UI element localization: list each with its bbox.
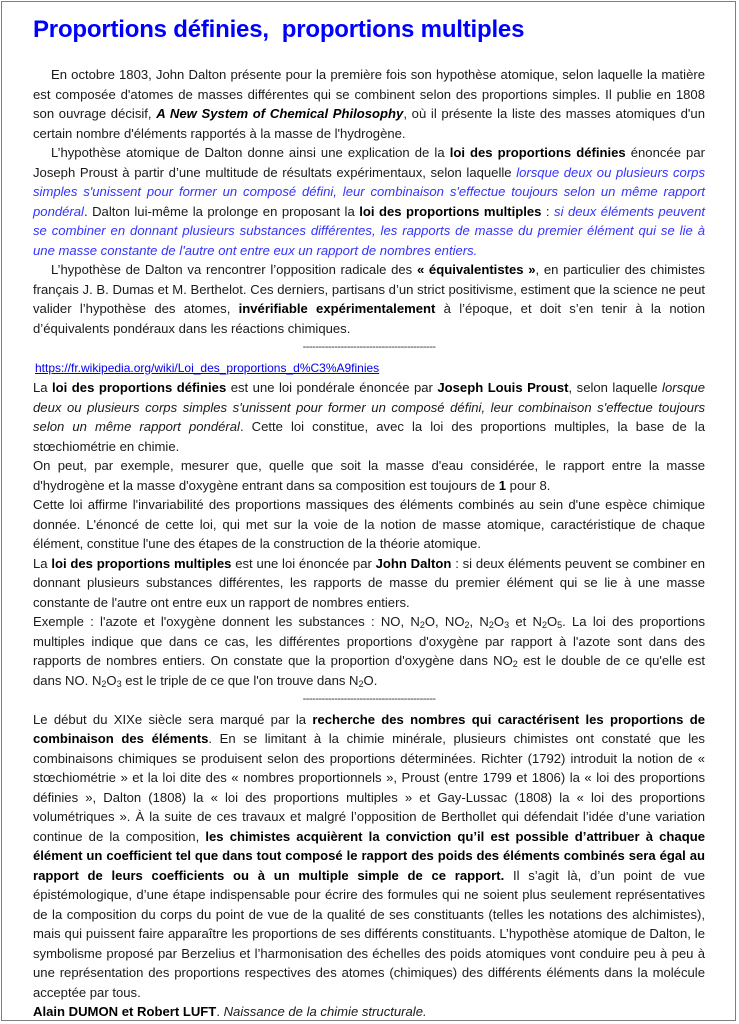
paragraph-wiki-definies: La loi des proportions définies est une loi pondérale énoncée par Joseph Louis Proust, selon laquelle lorsque deux ou plusieurs corps simples s'unissent pour former un composé défini, leur combinaison s'effectue toujours selon un même rapport pondéral. Cette loi constitue, avec la loi des proportions multiples, la base de la stœchiométrie en chimie. <box>33 380 705 454</box>
separator-1: ------------------------------------------ <box>302 341 436 353</box>
document-body <box>33 65 705 1022</box>
paragraph-wiki-multiples: La loi des proportions multiples est une loi énoncée par John Dalton : si deux éléments peuvent se combiner en donnant plusieurs substances différentes, les rapports de masse du premier élément qui se lie à une masse constante de l'autre ont entre eux un rapport de nombres entiers. <box>33 555 706 610</box>
paragraph-wiki-eau: On peut, par exemple, mesurer que, quelle que soit la masse d'eau considérée, le rapport entre la masse d'hydrogène et la masse d'oxygène entrant dans sa composition est toujours de 1 pour 8. <box>33 458 705 493</box>
paragraph-wiki-exemple: Exemple : l'azote et l'oxygène donnent les substances : NO, $N_2O$, $NO_2$, $N_2O_3$ et $N_2O_5$. La loi des proportions multiples indique que dans ce cas, les différentes proportions d'oxygène par rapport à l'azote sont dans des rapports de nombres entiers. On constate que la proportion d'oxygène dans $NO_2$ est le double de ce qu'elle est dans NO. $N_2O_3$ est le triple de ce que l'on trouve dans $N_2O$. <box>33 614 706 689</box>
book-title: A New System of Chemical Philosophy <box>156 106 404 121</box>
paragraph-loi-definies: L’hypothèse atomique de Dalton donne ainsi une explication de la loi des proportions définies énoncée par Joseph Proust à partir d’une multitude de résultats expérimentaux, selon laquelle lorsque deux ou plusieurs corps simples s'unissent pour former un composé défini, leur combinaison s'effectue toujours selon un même rapport pondéral. Dalton lui-même la prolonge en proposant la loi des proportions multiples : si deux éléments peuvent se combiner en donnant plusieurs substances différentes, les rapports de masse du premier élément qui se lie à une masse constante de l'autre ont entre eux un rapport de nombres entiers. <box>33 145 706 258</box>
separator-2: ------------------------------------------ <box>302 693 436 705</box>
paragraph-dalton-1803: En octobre 1803, John Dalton présente pour la première fois son hypothèse atomique, selon laquelle la matière est composée d'atomes de masses différentes qui se combinent selon des proportions simples. Il publie en 1808 son ouvrage décisif, A New System of Chemical Philosophy, où il présente la liste des masses atomiques d'un certain nombre d'éléments rapportés à la masse de l'hydrogène. <box>33 67 705 141</box>
term-equivalentistes: « équivalentistes » <box>416 262 536 277</box>
page-title: Proportions définies, proportions multiples <box>33 16 525 43</box>
term-loi-proportions-multiples: loi des proportions multiples <box>359 203 542 219</box>
wikipedia-link[interactable]: https://fr.wikipedia.org/wiki/Loi_des_proportions_d%C3%A9finies <box>35 360 380 375</box>
citation-work: Naissance de la chimie structurale. <box>223 1004 427 1019</box>
paragraph-wiki-invariabilite: Cette loi affirme l'invariabilité des proportions massiques des éléments combinés au sein d'une espèce chimique donnée. L'énoncé de cette loi, qui met sur la voie de la notion de masse atomique, caractéristique de chaque élément, constitue l'une des étapes de la construction de la théorie atomique. <box>33 497 705 551</box>
term-inverifiable: invérifiable expérimentalement <box>238 301 436 316</box>
paragraph-equivalentistes: L’hypothèse de Dalton va rencontrer l’opposition radicale des « équivalentistes », en particulier des chimistes français J. B. Dumas et M. Berthelot. Ces derniers, partisans d’un strict positivisme, estiment que la science ne peut valider l’hypothèse des atomes, invérifiable expérimentalement à l’époque, et doit s’en tenir à la notion d’équivalents pondéraux dans les réactions chimiques. <box>33 262 705 336</box>
term-loi-proportions-definies: loi des proportions définies <box>449 145 626 160</box>
paragraph-xixe-siecle: Le début du XIXe siècle sera marqué par la recherche des nombres qui caractérisent les proportions de combinaison des éléments. En se limitant à la chimie minérale, plusieurs chimistes ont constaté que les combinaisons chimiques se produisent selon des proportions déterminées. Richter (1792) introduit la notion de « stœchiométrie » et la loi dite des « nombres proportionnels », Proust (entre 1799 et 1806) la « loi des proportions définies », Dalton (1808) la « loi des proportions multiples » et Gay-Lussac (1808) la « loi des proportions volumétriques ». À la suite de ces travaux et malgré l’opposition de Berthollet qui défendait l’idée d’une variation continue de la composition, les chimistes acquièrent la conviction qu’il est possible d’attribuer à chaque élément un coefficient tel que dans tout composé le rapport des poids des éléments combinés sera égal au rapport de leurs coefficients ou à un multiple simple de ce rapport. Il s’agit là, d’un point de vue épistémologique, d’une étape indispensable pour écrire des formules qui ne soient plus seulement représentatives de la composition du corps du point de vue de la qualité de ses constituants (telles les notations des alchimistes), mais qui puissent faire apparaître les proportions de ses différents constituants. L’hypothèse atomique de Dalton, le symbolisme proposé par Berzelius et l’harmonisation des échelles des poids atomiques vont conduire peu à peu à une représentation des proportions respectives des atomes (chimiques) des différents éléments dans la molécule acceptée par tous. <box>33 711 705 1000</box>
citation: Alain DUMON et Robert LUFT. Naissance de la chimie structurale. <box>33 1004 427 1019</box>
citation-authors: Alain DUMON et Robert LUFT <box>33 1004 217 1019</box>
quote-definition-definies: lorsque deux ou plusieurs corps simples s'unissent pour former un composé défini, leur combinaison s'effectue toujours selon un même rapport pondéral <box>33 164 706 219</box>
document-page <box>1 1 736 1021</box>
quote-definition-multiples: si deux éléments peuvent se combiner en donnant plusieurs substances différentes, les rapports de masse du premier élément qui se lie à une masse constante de l'autre ont entre eux un rapport de nombres entiers. <box>33 203 706 258</box>
